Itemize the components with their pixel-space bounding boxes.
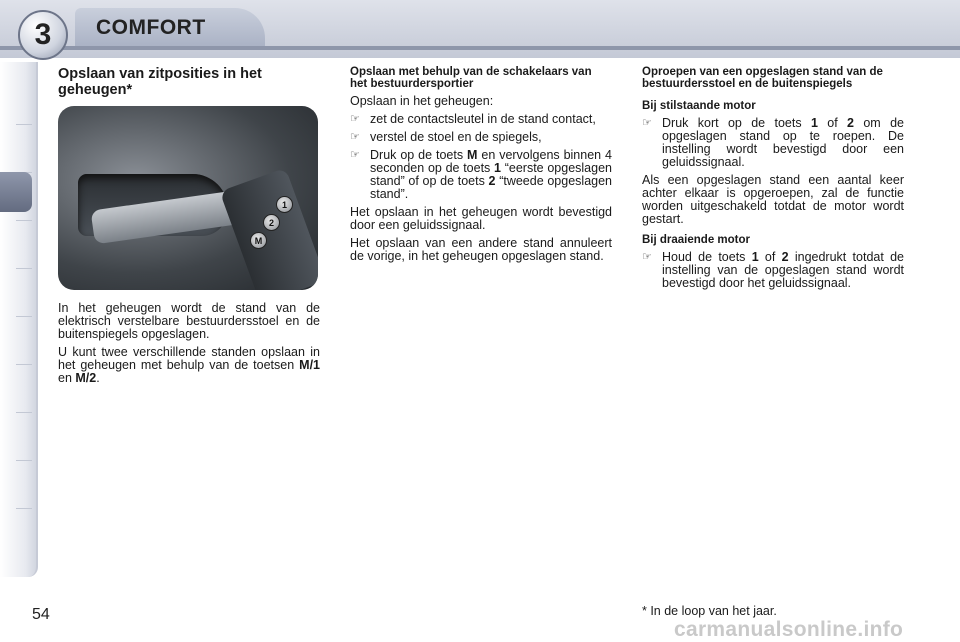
list-item-text bbox=[662, 117, 904, 169]
paragraph: Het opslaan van een andere stand annuleert de vorige, in het geheugen opgeslagen stand. bbox=[350, 236, 612, 263]
key-label: 1 bbox=[810, 116, 818, 130]
text-run: “tweede opgeslagen stand”. bbox=[370, 174, 612, 201]
key-label: 2 bbox=[488, 174, 496, 188]
list-item bbox=[642, 251, 904, 290]
page-number: 54 bbox=[32, 606, 50, 623]
text-run: om de opgeslagen stand op te roepen. De instelling wordt bevestigd door een geluidssignaal. bbox=[662, 116, 904, 169]
list-item-text: zet de contactsleutel in de stand contact, bbox=[370, 112, 596, 126]
section-title: Opslaan van zitposities in het geheugen* bbox=[58, 66, 262, 98]
text-run: . bbox=[96, 371, 100, 385]
key-label: 2 bbox=[847, 116, 854, 130]
column-right bbox=[642, 66, 904, 295]
text-run: Houd de toets bbox=[662, 250, 752, 264]
section-title: Oproepen van een opgeslagen stand van de bestuurdersstoel en de buitenspiegels bbox=[642, 66, 883, 90]
text-run: of bbox=[817, 116, 848, 130]
list-item-text bbox=[662, 251, 904, 290]
subsection-title: Bij stilstaande motor bbox=[642, 100, 756, 112]
paragraph: In het geheugen wordt de stand van de elektrisch verstelbare bestuurdersstoel en de buitenspiegels opgeslagen. bbox=[58, 301, 320, 341]
pointing-hand-icon: ☞ bbox=[642, 117, 652, 129]
key-label: M/2 bbox=[75, 371, 97, 385]
text-run: “eerste opgeslagen stand” of op de toets bbox=[370, 161, 612, 188]
column-middle bbox=[350, 66, 612, 268]
tab-divider bbox=[16, 412, 32, 413]
list-item bbox=[350, 113, 612, 126]
memory-button-m-icon: M bbox=[250, 232, 267, 249]
tab-divider bbox=[16, 316, 32, 317]
tab-divider bbox=[16, 124, 32, 125]
memory-button-1-icon: 1 bbox=[276, 196, 293, 213]
text-run: en bbox=[58, 371, 76, 385]
chapter-tab-strip bbox=[0, 62, 38, 577]
tab-divider bbox=[16, 364, 32, 365]
list-item bbox=[642, 117, 904, 169]
key-label: 1 bbox=[494, 161, 501, 175]
text-run: en vervolgens binnen 4 seconden op de toets bbox=[370, 148, 612, 175]
chapter-title: COMFORT bbox=[96, 16, 206, 39]
door-memory-buttons-photo bbox=[58, 106, 318, 290]
text-run: Druk op de toets bbox=[370, 148, 468, 162]
key-label: 2 bbox=[781, 250, 789, 264]
paragraph: Het opslaan in het geheugen wordt bevestigd door een geluidssignaal. bbox=[350, 205, 612, 232]
tab-divider bbox=[16, 268, 32, 269]
chapter-number-badge: 3 bbox=[18, 10, 68, 60]
list-item-text: verstel de stoel en de spiegels, bbox=[370, 130, 542, 144]
intro-text: Opslaan in het geheugen: bbox=[350, 94, 494, 108]
list-item-text bbox=[370, 149, 612, 201]
watermark: carmanualsonline.info bbox=[674, 618, 904, 641]
text-run: of bbox=[758, 250, 782, 264]
column-left bbox=[58, 66, 320, 98]
key-label: M bbox=[467, 148, 478, 162]
pointing-hand-icon: ☞ bbox=[642, 251, 652, 263]
text-run: ingedrukt totdat de instelling van de opgeslagen stand wordt bevestigd door het geluidssignaal. bbox=[662, 250, 904, 290]
door-handle-recess bbox=[78, 174, 228, 236]
section-title: Opslaan met behulp van de schakelaars van het bestuurdersportier bbox=[350, 66, 592, 90]
key-label: 1 bbox=[751, 250, 759, 264]
list-item bbox=[350, 149, 612, 201]
text-run: Druk kort op de toets bbox=[662, 116, 811, 130]
footnote: * In de loop van het jaar. bbox=[642, 604, 777, 618]
subsection-title: Bij draaiende motor bbox=[642, 234, 750, 246]
memory-button-2-icon: 2 bbox=[263, 214, 280, 231]
tab-divider bbox=[16, 460, 32, 461]
pointing-hand-icon: ☞ bbox=[350, 149, 360, 161]
column-left-text bbox=[58, 302, 320, 390]
text-run: U kunt twee verschillende standen opslaan in het geheugen met behulp van de toetsen bbox=[58, 345, 320, 372]
list-item bbox=[350, 131, 612, 144]
header-divider bbox=[0, 46, 960, 50]
chapter-tab-active[interactable] bbox=[0, 172, 32, 212]
tab-divider bbox=[16, 508, 32, 509]
key-label: M/1 bbox=[299, 358, 320, 372]
paragraph: Als een opgeslagen stand een aantal keer achter elkaar is opgeroepen, zal de functie worden uitgeschakeld totdat de motor wordt gestart. bbox=[642, 173, 904, 226]
pointing-hand-icon: ☞ bbox=[350, 113, 360, 125]
paragraph-keys bbox=[58, 346, 320, 385]
pointing-hand-icon: ☞ bbox=[350, 131, 360, 143]
tab-divider bbox=[16, 220, 32, 221]
